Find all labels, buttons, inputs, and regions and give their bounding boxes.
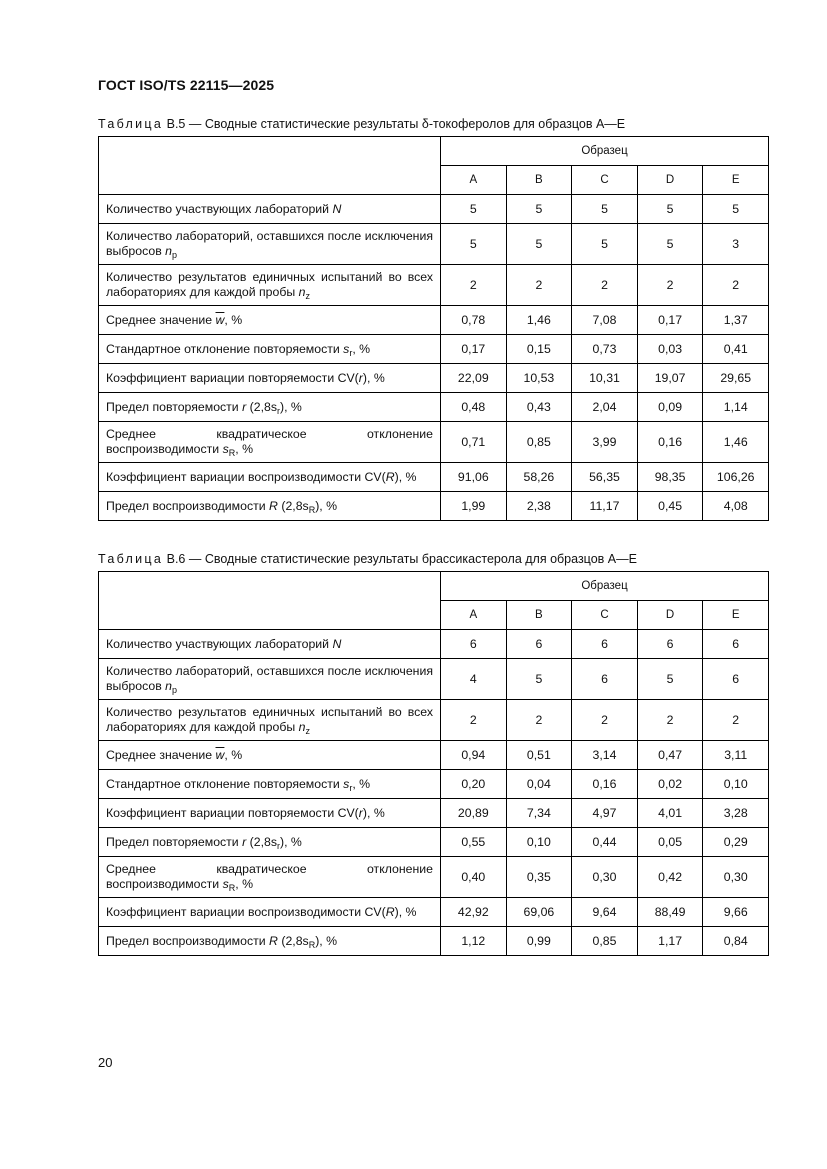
header-blank-cell	[99, 137, 441, 195]
table-caption-label: Таблица	[98, 552, 164, 566]
table-cell: 6	[703, 630, 769, 659]
row-label-text: ), %	[279, 834, 302, 849]
table-cell: 6	[572, 630, 638, 659]
table-cell: 0,17	[637, 306, 703, 335]
row-label	[99, 335, 441, 364]
table-row	[99, 306, 769, 335]
row-label	[99, 799, 441, 828]
table-cell: 4,97	[572, 799, 638, 828]
table-cell: 0,55	[441, 828, 507, 857]
row-label	[99, 463, 441, 492]
table-cell: 0,16	[572, 770, 638, 799]
row-label-subscript: R	[228, 448, 236, 458]
table-cell: 0,84	[703, 927, 769, 956]
row-label-text: ), %	[394, 904, 417, 919]
row-label-symbol: R	[269, 498, 278, 513]
table-row	[99, 630, 769, 659]
row-label-subscript: r	[276, 840, 280, 851]
table-cell: 5	[703, 195, 769, 224]
row-label-text: Среднее квадратическое отклонение воспроизводимости	[106, 427, 433, 456]
row-label	[99, 195, 441, 224]
column-header: B	[506, 601, 572, 630]
table-cell: 1,46	[703, 422, 769, 463]
row-label-symbol: n	[165, 244, 173, 258]
row-label-subscript: p	[172, 250, 178, 260]
row-label-mean-symbol: $\overline{w}$	[215, 747, 225, 762]
table-cell: 0,94	[441, 741, 507, 770]
column-header: E	[703, 601, 769, 630]
table-cell: 58,26	[506, 463, 572, 492]
table-cell: 0,42	[637, 857, 703, 898]
table-cell: 0,51	[506, 741, 572, 770]
document-header: ГОСТ ISO/TS 22115—2025	[98, 77, 275, 93]
row-label-symbol: N	[332, 636, 342, 651]
table-row	[99, 770, 769, 799]
table-cell: 0,85	[572, 927, 638, 956]
table-cell: 5	[572, 224, 638, 265]
row-label-text: Предел воспроизводимости	[106, 498, 270, 513]
row-label-symbol: r	[242, 399, 247, 414]
row-label-text: ), %	[362, 370, 385, 385]
table-cell: 42,92	[441, 898, 507, 927]
row-label	[99, 306, 441, 335]
row-label	[99, 224, 441, 265]
row-label	[99, 364, 441, 393]
row-label-text: , %	[235, 877, 254, 891]
table-cell: 1,14	[703, 393, 769, 422]
table-cell: 11,17	[572, 492, 638, 521]
row-label-subscript: R	[308, 504, 316, 515]
row-label	[99, 927, 441, 956]
row-label-symbol: r	[242, 834, 247, 849]
table-cell: 5	[637, 659, 703, 700]
table-cell: 0,20	[441, 770, 507, 799]
table-cell: 4,08	[703, 492, 769, 521]
table-cell: 0,30	[703, 857, 769, 898]
table-row	[99, 393, 769, 422]
group-header: Образец	[441, 572, 769, 601]
table-cell: 106,26	[703, 463, 769, 492]
row-label-text: (2,8s	[277, 933, 309, 948]
row-label	[99, 422, 441, 463]
row-label-subscript: z	[305, 291, 310, 301]
table-cell: 0,43	[506, 393, 572, 422]
row-label-text: (2,8s	[277, 498, 309, 513]
table-row	[99, 700, 769, 741]
row-label-symbol: R	[269, 933, 278, 948]
row-label-symbol: R	[385, 904, 395, 919]
row-label-subscript: p	[172, 685, 178, 695]
row-label-text: Коэффициент вариации воспроизводимости CV(	[106, 469, 386, 484]
column-header: E	[703, 166, 769, 195]
table-cell: 4,01	[637, 799, 703, 828]
table-row	[99, 741, 769, 770]
table-cell: 0,45	[637, 492, 703, 521]
table-cell: 0,02	[637, 770, 703, 799]
table-cell: 2	[572, 265, 638, 306]
table-cell: 0,48	[441, 393, 507, 422]
table-cell: 56,35	[572, 463, 638, 492]
table-cell: 1,12	[441, 927, 507, 956]
row-label-text: (2,8s	[246, 399, 277, 414]
table-cell: 0,35	[506, 857, 572, 898]
row-label-text: ), %	[362, 805, 385, 820]
row-label	[99, 265, 441, 306]
table-cell: 2	[637, 265, 703, 306]
row-label-text: Среднее значение	[106, 312, 216, 327]
table-cell: 0,41	[703, 335, 769, 364]
table-cell: 0,10	[506, 828, 572, 857]
table-cell: 1,46	[506, 306, 572, 335]
row-label-symbol: r	[358, 370, 363, 385]
table-row	[99, 492, 769, 521]
table-cell: 2	[441, 265, 507, 306]
table-cell: 9,64	[572, 898, 638, 927]
table-row	[99, 898, 769, 927]
table-row	[99, 857, 769, 898]
table-cell: 5	[506, 224, 572, 265]
table-cell: 91,06	[441, 463, 507, 492]
row-label-text: Предел повторяемости	[106, 834, 243, 849]
row-label-text: Коэффициент вариации повторяемости CV(	[106, 805, 359, 820]
table-cell: 0,71	[441, 422, 507, 463]
row-label-symbol: n	[165, 679, 173, 693]
table-cell: 6	[506, 630, 572, 659]
table-cell: 2	[506, 700, 572, 741]
table-cell: 2	[572, 700, 638, 741]
table-cell: 20,89	[441, 799, 507, 828]
row-label-text: Количество лабораторий, оставшихся после исключения выбросов	[106, 664, 433, 693]
table-row	[99, 422, 769, 463]
table-cell: 0,99	[506, 927, 572, 956]
table-cell: 22,09	[441, 364, 507, 393]
table-row	[99, 364, 769, 393]
row-label-text: Предел повторяемости	[106, 399, 243, 414]
table-cell: 3,28	[703, 799, 769, 828]
table-cell: 0,85	[506, 422, 572, 463]
row-label-text: ), %	[394, 469, 417, 484]
row-label-text: Количество участвующих лабораторий	[106, 636, 333, 651]
row-label	[99, 828, 441, 857]
row-label	[99, 700, 441, 741]
row-label-text: Коэффициент вариации воспроизводимости CV(	[106, 904, 386, 919]
table-cell: 4	[441, 659, 507, 700]
table-cell: 2,04	[572, 393, 638, 422]
column-header: C	[572, 601, 638, 630]
row-label	[99, 393, 441, 422]
row-label-text: Количество лабораторий, оставшихся после исключения выбросов	[106, 229, 433, 258]
column-header: A	[441, 166, 507, 195]
row-label	[99, 741, 441, 770]
table-cell: 9,66	[703, 898, 769, 927]
table-cell: 0,29	[703, 828, 769, 857]
table-cell: 5	[441, 224, 507, 265]
table-cell: 0,17	[441, 335, 507, 364]
row-label-text: Количество результатов единичных испытаний во всех лабораториях для каждой пробы	[106, 705, 433, 734]
row-label-text: , %	[352, 341, 371, 356]
table-cell: 5	[441, 195, 507, 224]
header-blank-cell	[99, 572, 441, 630]
table-cell: 19,07	[637, 364, 703, 393]
table-cell: 69,06	[506, 898, 572, 927]
table-cell: 6	[703, 659, 769, 700]
table-row	[99, 659, 769, 700]
table-cell: 0,09	[637, 393, 703, 422]
table-cell: 0,16	[637, 422, 703, 463]
row-label-text: Количество участвующих лабораторий	[106, 201, 333, 216]
table-cell: 0,78	[441, 306, 507, 335]
table-cell: 5	[637, 195, 703, 224]
table-cell: 6	[441, 630, 507, 659]
row-label-symbol: s	[343, 341, 350, 356]
table-cell: 0,73	[572, 335, 638, 364]
table-cell: 2,38	[506, 492, 572, 521]
row-label	[99, 898, 441, 927]
statistics-table-b6	[98, 571, 769, 956]
table-cell: 29,65	[703, 364, 769, 393]
row-label-text: Предел воспроизводимости	[106, 933, 270, 948]
table-cell: 0,15	[506, 335, 572, 364]
column-header: A	[441, 601, 507, 630]
table-row	[99, 828, 769, 857]
table-cell: 6	[572, 659, 638, 700]
row-label-subscript: r	[349, 782, 353, 793]
table-cell: 3	[703, 224, 769, 265]
column-header: B	[506, 166, 572, 195]
table-cell: 0,40	[441, 857, 507, 898]
row-label-text: Среднее значение	[106, 747, 216, 762]
row-label-text: ), %	[315, 933, 338, 948]
table-caption-text: B.6 — Сводные статистические результаты брассикастерола для образцов A—E	[166, 552, 637, 566]
row-label-text: , %	[224, 747, 243, 762]
table-cell: 3,99	[572, 422, 638, 463]
row-label-text: Количество результатов единичных испытаний во всех лабораториях для каждой пробы	[106, 270, 433, 299]
table-cell: 5	[506, 195, 572, 224]
row-label-symbol: n	[298, 720, 306, 734]
table-row	[99, 799, 769, 828]
column-header: C	[572, 166, 638, 195]
row-label	[99, 492, 441, 521]
row-label-subscript: r	[349, 347, 353, 358]
table-caption	[98, 117, 625, 131]
table-cell: 2	[703, 700, 769, 741]
table-cell: 1,17	[637, 927, 703, 956]
table-cell: 3,11	[703, 741, 769, 770]
row-label-text: Среднее квадратическое отклонение воспроизводимости	[106, 862, 433, 891]
row-label-symbol: R	[385, 469, 395, 484]
table-cell: 98,35	[637, 463, 703, 492]
statistics-table-b5	[98, 136, 769, 521]
row-label	[99, 857, 441, 898]
row-label-symbol: r	[358, 805, 363, 820]
row-label-symbol: N	[332, 201, 342, 216]
table-cell: 5	[506, 659, 572, 700]
column-header: D	[637, 166, 703, 195]
table-row	[99, 335, 769, 364]
table-cell: 0,05	[637, 828, 703, 857]
table-cell: 10,53	[506, 364, 572, 393]
table-cell: 2	[441, 700, 507, 741]
table-cell: 3,14	[572, 741, 638, 770]
table-cell: 0,10	[703, 770, 769, 799]
table-row	[99, 265, 769, 306]
table-cell: 6	[637, 630, 703, 659]
row-label-text: ), %	[279, 399, 302, 414]
table-cell: 2	[703, 265, 769, 306]
table-cell: 0,03	[637, 335, 703, 364]
table-row	[99, 224, 769, 265]
table-row	[99, 463, 769, 492]
row-label	[99, 659, 441, 700]
row-label-text: , %	[235, 442, 254, 456]
table-caption	[98, 552, 637, 566]
row-label-text: , %	[352, 776, 371, 791]
row-label-subscript: R	[308, 939, 316, 950]
table-cell: 2	[506, 265, 572, 306]
row-label-symbol: s	[222, 442, 229, 456]
row-label	[99, 770, 441, 799]
table-cell: 1,37	[703, 306, 769, 335]
table-cell: 0,44	[572, 828, 638, 857]
table-cell: 5	[572, 195, 638, 224]
column-header: D	[637, 601, 703, 630]
row-label-symbol: n	[298, 285, 306, 299]
row-label-subscript: R	[228, 883, 236, 893]
group-header: Образец	[441, 137, 769, 166]
table-row	[99, 195, 769, 224]
row-label-subscript: r	[276, 405, 280, 416]
table-cell: 5	[637, 224, 703, 265]
table-caption-text: B.5 — Сводные статистические результаты δ-токоферолов для образцов A—E	[166, 117, 626, 131]
row-label-text: Стандартное отклонение повторяемости	[106, 776, 344, 791]
table-caption-label: Таблица	[98, 117, 164, 131]
table-cell: 1,99	[441, 492, 507, 521]
table-cell: 0,04	[506, 770, 572, 799]
row-label-symbol: s	[343, 776, 350, 791]
row-label-mean-symbol: $\overline{w}$	[215, 312, 225, 327]
row-label-symbol: s	[222, 877, 229, 891]
row-label-text: Коэффициент вариации повторяемости CV(	[106, 370, 359, 385]
table-row	[99, 927, 769, 956]
table-cell: 0,47	[637, 741, 703, 770]
table-cell: 7,34	[506, 799, 572, 828]
row-label-text: (2,8s	[246, 834, 277, 849]
row-label-text: ), %	[315, 498, 338, 513]
row-label-text: , %	[224, 312, 243, 327]
table-cell: 88,49	[637, 898, 703, 927]
row-label	[99, 630, 441, 659]
page-number: 20	[98, 1055, 113, 1070]
table-cell: 0,30	[572, 857, 638, 898]
row-label-subscript: z	[305, 726, 310, 736]
table-cell: 10,31	[572, 364, 638, 393]
table-cell: 2	[637, 700, 703, 741]
table-cell: 7,08	[572, 306, 638, 335]
row-label-text: Стандартное отклонение повторяемости	[106, 341, 344, 356]
